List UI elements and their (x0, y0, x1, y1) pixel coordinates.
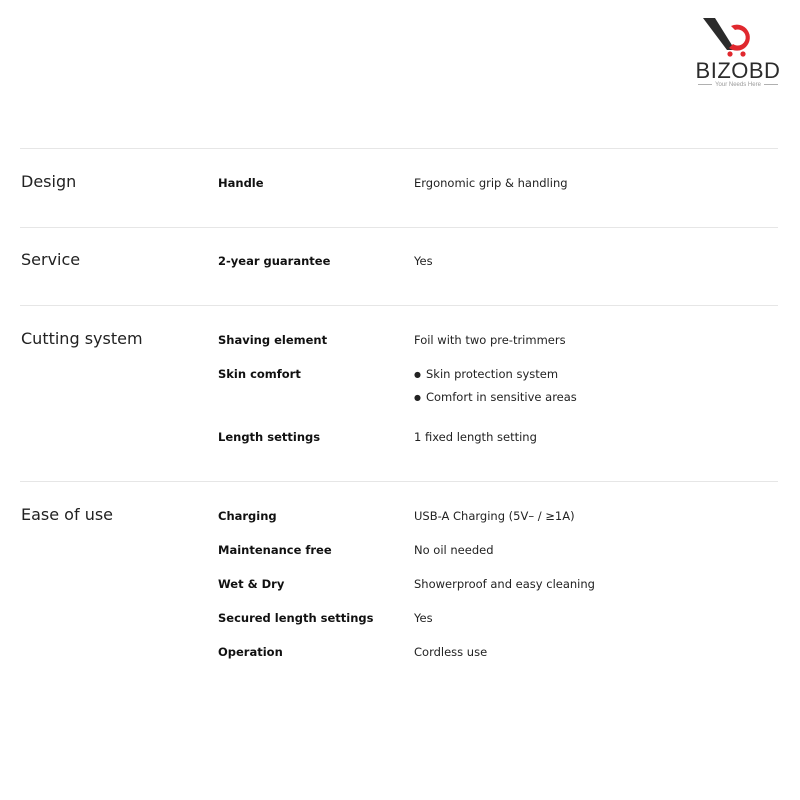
section-title-ease-of-use: Ease of use (21, 505, 114, 524)
spec-value: Showerproof and easy cleaning (414, 577, 595, 591)
spec-value: Ergonomic grip & handling (414, 176, 568, 190)
spec-value: 1 fixed length setting (414, 430, 537, 444)
spec-label: Skin comfort (218, 367, 301, 381)
divider (20, 148, 778, 149)
spec-value: No oil needed (414, 543, 494, 557)
divider (20, 305, 778, 306)
spec-label: Shaving element (218, 333, 328, 347)
spec-label: Length settings (218, 430, 321, 444)
divider (20, 227, 778, 228)
spec-bullet-item: ● Comfort in sensitive areas (414, 390, 577, 404)
spec-label: Maintenance free (218, 543, 332, 557)
spec-label: Charging (218, 509, 277, 523)
spec-value: Cordless use (414, 645, 488, 659)
spec-value: Yes (414, 611, 433, 625)
spec-value: Yes (414, 254, 433, 268)
section-title-design: Design (21, 172, 77, 191)
section-title-service: Service (21, 250, 81, 269)
logo-wordmark: BIZOBD (695, 58, 781, 83)
spec-label: 2-year guarantee (218, 254, 331, 268)
bizobd-logo (686, 14, 790, 94)
logo-tagline: Your Needs Here (686, 82, 790, 88)
spec-value: USB-A Charging (5V– / ≥1A) (414, 509, 575, 523)
section-title-cutting-system: Cutting system (21, 329, 143, 348)
spec-label: Wet & Dry (218, 577, 285, 591)
spec-value: Foil with two pre-trimmers (414, 333, 566, 347)
shopping-cart-logo-icon (703, 16, 765, 58)
divider (20, 481, 778, 482)
spec-label: Secured length settings (218, 611, 374, 625)
spec-bullet-item: ● Skin protection system (414, 367, 558, 381)
spec-label: Operation (218, 645, 283, 659)
spec-label: Handle (218, 176, 264, 190)
